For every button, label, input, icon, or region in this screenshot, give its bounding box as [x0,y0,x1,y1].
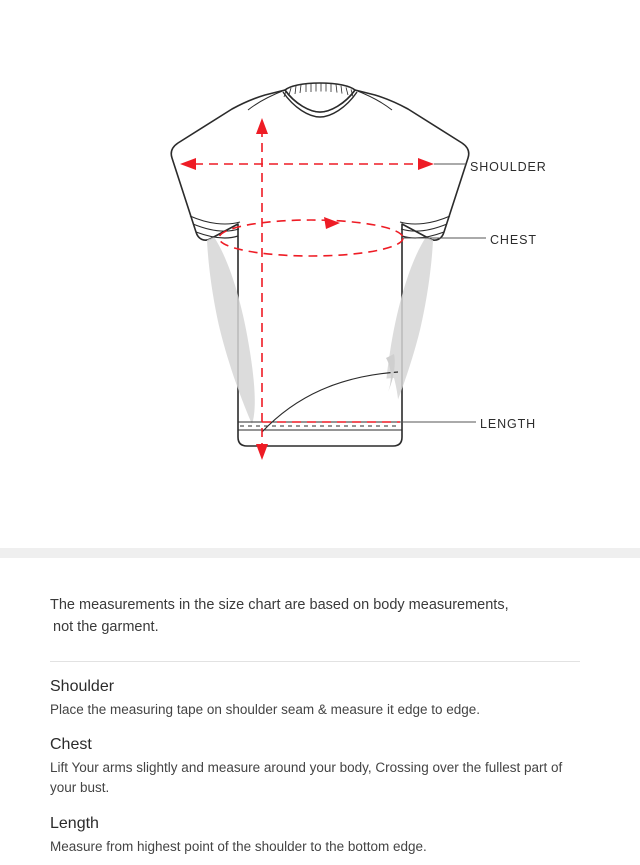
intro-note [50,594,590,639]
intro-note-line-2: not the garment. [53,619,159,636]
instruction-title-shoulder: Shoulder [50,677,115,695]
instruction-section-length [50,815,590,857]
instruction-title-chest: Chest [50,736,92,754]
instruction-section-shoulder [50,678,590,720]
callout-label-length: LENGTH [480,417,537,431]
callout-label-shoulder: SHOULDER [470,160,547,174]
instruction-body-shoulder: Place the measuring tape on shoulder seam & measure it edge to edge. [50,701,481,717]
measurement-instructions-panel [0,558,640,865]
instruction-body-chest: Lift Your arms slightly and measure around your body, Crossing over the fullest part of your bust. [50,760,563,796]
instructions-divider [50,661,580,662]
instruction-section-chest [50,736,590,799]
instruction-title-length: Length [50,814,99,832]
length-arrow-bottom [256,444,268,460]
tshirt-body-shape [171,90,469,446]
intro-note-line-1: The measurements in the size chart are based on body measurements, [50,597,509,613]
section-divider-band [0,548,640,558]
instruction-body-length: Measure from highest point of the shoulder to the bottom edge. [50,838,427,854]
callout-label-chest: CHEST [490,233,537,247]
